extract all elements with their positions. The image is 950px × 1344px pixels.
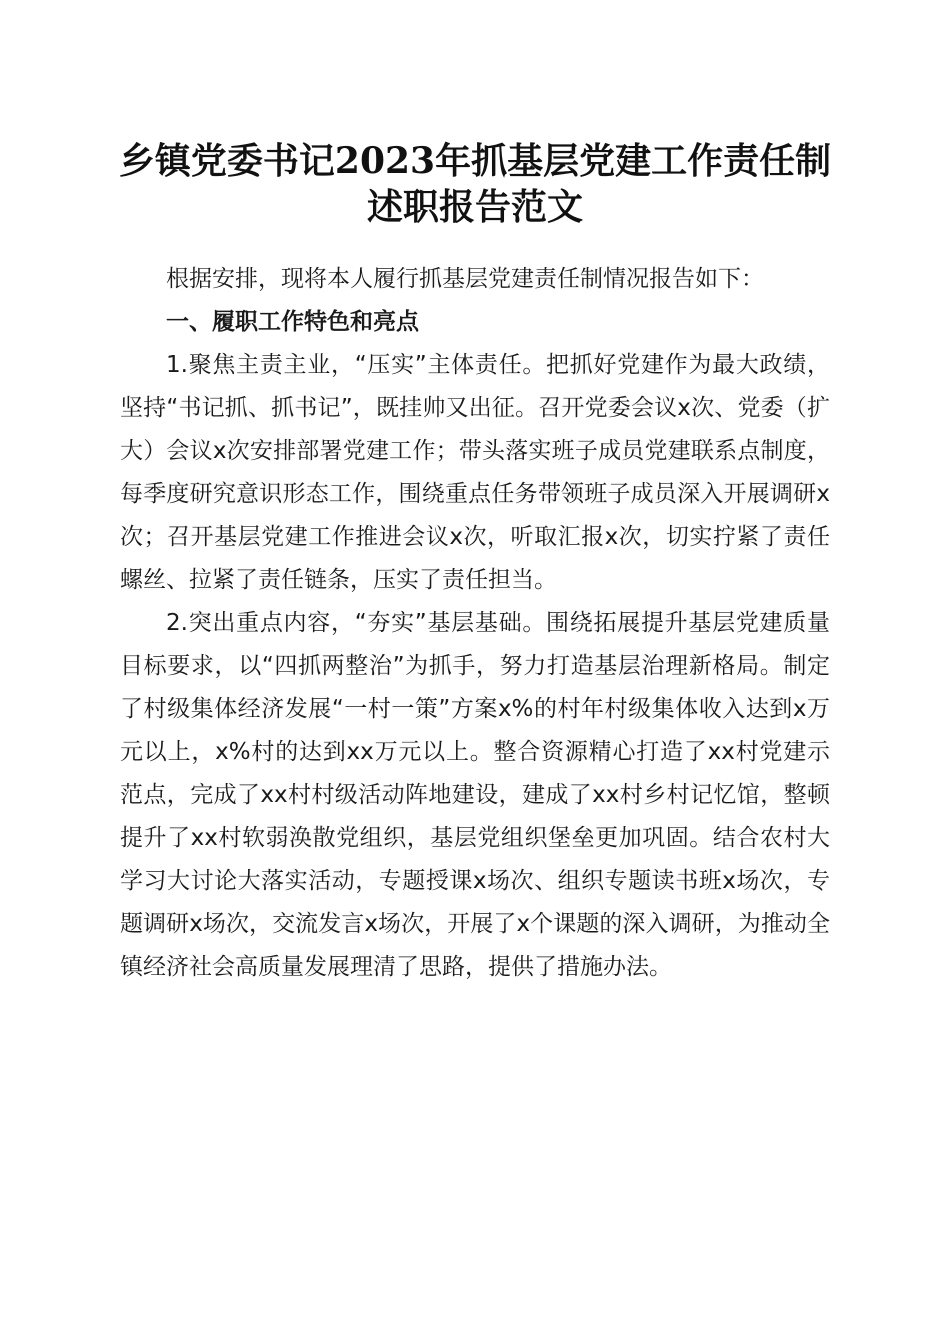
body-paragraph-1: 1.聚焦主责主业，“压实”主体责任。把抓好党建作为最大政绩，坚持“书记抓、抓书记”，既挂帅又出征。召开党委会议x次、党委（扩大）会议x次安排部署党建工作；带头落实班子成员党建联系点制度，每季度研究意识形态工作，围绕重点任务带领班子成员深入开展调研x次；召开基层党建工作推进会议x次，听取汇报x次，切实拧紧了责任螺丝、拉紧了责任链条，压实了责任担当。 bbox=[120, 352, 830, 593]
intro-paragraph: 根据安排，现将本人履行抓基层党建责任制情况报告如下： bbox=[166, 266, 764, 292]
document-body bbox=[120, 258, 830, 989]
document-title-line-1: 乡镇党委书记2023年抓基层党建工作责任制 bbox=[118, 140, 832, 182]
body-paragraph-2: 2.突出重点内容，“夯实”基层基础。围绕拓展提升基层党建质量目标要求，以“四抓两整治”为抓手，努力打造基层治理新格局。制定了村级集体经济发展“一村一策”方案x%的村年村级集体收入达到x万元以上，x%村的达到xx万元以上。整合资源精心打造了xx村党建示范点，完成了xx村村级活动阵地建设，建成了xx村乡村记忆馆，整顿提升了xx村软弱涣散党组织，基层党组织堡垒更加巩固。结合农村大学习大讨论大落实活动，专题授课x场次、组织专题读书班x场次，专题调研x场次，交流发言x场次，开展了x个课题的深入调研，为推动全镇经济社会高质量发展理清了思路，提供了措施办法。 bbox=[120, 610, 830, 980]
document-title-line-2: 述职报告范文 bbox=[366, 186, 583, 228]
section-heading: 一、履职工作特色和亮点 bbox=[166, 309, 419, 335]
